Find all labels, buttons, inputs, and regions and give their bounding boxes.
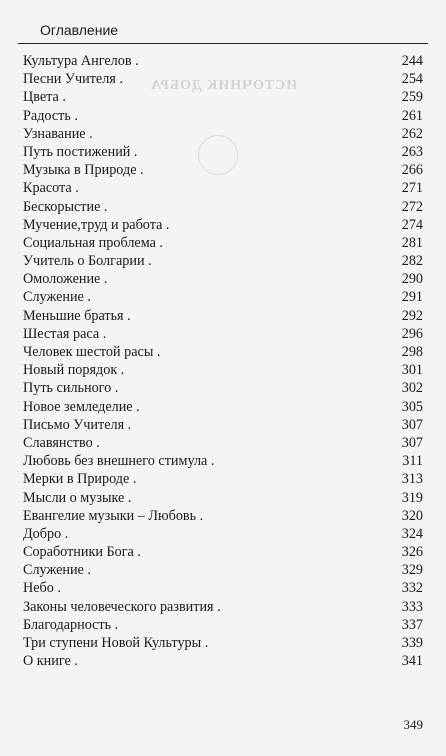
toc-entry-page: 324 bbox=[401, 525, 423, 542]
toc-entry-page: 296 bbox=[401, 325, 423, 342]
toc-entry-title: Путь постижений . bbox=[23, 143, 138, 160]
toc-entry[interactable] bbox=[23, 579, 423, 597]
toc-entry-page: 313 bbox=[401, 471, 423, 488]
toc-entry[interactable] bbox=[23, 634, 423, 652]
toc-entry[interactable] bbox=[23, 70, 423, 88]
toc-entry-title: Новый порядок . bbox=[23, 362, 125, 379]
toc-entry-page: 281 bbox=[401, 234, 423, 251]
toc-entry[interactable] bbox=[23, 616, 423, 634]
toc-entry-page: 271 bbox=[401, 180, 423, 197]
toc-entry[interactable] bbox=[23, 270, 423, 288]
toc-entry-title: Песни Учителя . bbox=[23, 71, 123, 88]
toc-entry[interactable] bbox=[23, 234, 423, 252]
toc-entry-title: Служение . bbox=[23, 289, 91, 306]
toc-entry-title: Любовь без внешнего стимула . bbox=[23, 453, 215, 470]
toc-entry-page: 282 bbox=[401, 253, 423, 270]
toc-entry[interactable] bbox=[23, 652, 423, 670]
toc-entry-title: Бескорыстие . bbox=[23, 198, 108, 215]
toc-entry-title: Славянство . bbox=[23, 434, 100, 451]
toc-entry-title: Новое земледелие . bbox=[23, 398, 140, 415]
toc-entry-page: 302 bbox=[401, 380, 423, 397]
bleed-through-text: ИСТОЧНИК ДОБРА bbox=[150, 78, 298, 93]
toc-entry[interactable] bbox=[23, 379, 423, 397]
toc-entry[interactable] bbox=[23, 198, 423, 216]
toc-entry[interactable] bbox=[23, 179, 423, 197]
toc-entry-page: 326 bbox=[401, 544, 423, 561]
toc-entry[interactable] bbox=[23, 107, 423, 125]
toc-entry-title: Меньшие братья . bbox=[23, 307, 131, 324]
toc-entry-title: Омоложение . bbox=[23, 271, 108, 288]
toc-entry-title: Красота . bbox=[23, 180, 79, 197]
toc-entry-title: Цвета . bbox=[23, 89, 66, 106]
toc-entry[interactable] bbox=[23, 307, 423, 325]
toc-entry[interactable] bbox=[23, 543, 423, 561]
toc-entry[interactable] bbox=[23, 161, 423, 179]
toc-entry-title: Письмо Учителя . bbox=[23, 416, 132, 433]
toc-entry-title: Учитель о Болгарии . bbox=[23, 253, 152, 270]
toc-entry-page: 311 bbox=[402, 453, 423, 470]
toc-entry[interactable] bbox=[23, 325, 423, 343]
toc-entry-title: Мерки в Природе . bbox=[23, 471, 137, 488]
toc-entry[interactable] bbox=[23, 361, 423, 379]
toc-entry-title: Добро . bbox=[23, 525, 69, 542]
toc-entry-page: 292 bbox=[401, 307, 423, 324]
toc-entry-title: Евангелие музыки – Любовь . bbox=[23, 507, 204, 524]
toc-entry[interactable] bbox=[23, 470, 423, 488]
toc-entry-page: 290 bbox=[401, 271, 423, 288]
toc-entry[interactable] bbox=[23, 561, 423, 579]
toc-entry-page: 329 bbox=[401, 562, 423, 579]
toc-entry-page: 259 bbox=[401, 89, 423, 106]
toc-entry-page: 305 bbox=[401, 398, 423, 415]
toc-entry[interactable] bbox=[23, 598, 423, 616]
toc-entry-title: Путь сильного . bbox=[23, 380, 119, 397]
toc-entry[interactable] bbox=[23, 288, 423, 306]
toc-entry-page: 262 bbox=[401, 125, 423, 142]
header-rule bbox=[18, 43, 428, 44]
toc-entry-title: Служение . bbox=[23, 562, 91, 579]
toc-entry[interactable] bbox=[23, 434, 423, 452]
toc-entry[interactable] bbox=[23, 489, 423, 507]
toc-entry[interactable] bbox=[23, 125, 423, 143]
toc-entry-page: 291 bbox=[401, 289, 423, 306]
page-header-title: Оглавление bbox=[40, 22, 119, 38]
toc-entry-page: 339 bbox=[401, 635, 423, 651]
toc-entry[interactable] bbox=[23, 416, 423, 434]
toc-entry-page: 263 bbox=[401, 143, 423, 160]
toc-entry-page: 333 bbox=[401, 598, 423, 615]
toc-entry-page: 272 bbox=[401, 198, 423, 215]
toc-entry-page: 298 bbox=[401, 344, 423, 360]
toc-entry-title: Музыка в Природе . bbox=[23, 162, 144, 179]
toc-entry-title: Радость . bbox=[23, 107, 78, 124]
toc-entry-page: 337 bbox=[401, 616, 423, 633]
toc-entry[interactable] bbox=[23, 143, 423, 161]
toc-entry-page: 319 bbox=[401, 489, 423, 506]
toc-entry-title: Небо . bbox=[23, 580, 61, 597]
toc-entry-page: 320 bbox=[401, 507, 423, 524]
toc-entry-page: 254 bbox=[401, 71, 423, 88]
toc-entry-title: Законы человеческого развития . bbox=[23, 598, 221, 615]
toc-entry[interactable] bbox=[23, 252, 423, 270]
toc-entry[interactable] bbox=[23, 507, 423, 525]
toc-entry-page: 307 bbox=[401, 434, 423, 451]
toc-entry-title: Культура Ангелов . bbox=[23, 53, 139, 69]
toc-entry[interactable] bbox=[23, 216, 423, 234]
toc-entry[interactable] bbox=[23, 88, 423, 106]
toc-entry-title: Человек шестой расы . bbox=[23, 344, 161, 360]
toc-entry-page: 301 bbox=[401, 362, 423, 379]
toc-entry-page: 266 bbox=[401, 162, 423, 179]
toc-entry[interactable] bbox=[23, 525, 423, 543]
toc-entry[interactable] bbox=[23, 52, 423, 70]
toc-entry-page: 332 bbox=[401, 580, 423, 597]
toc-entry-page: 341 bbox=[401, 653, 423, 670]
toc-entry-title: Благодарность . bbox=[23, 616, 119, 633]
page-number: 349 bbox=[403, 717, 423, 732]
toc-entry[interactable] bbox=[23, 398, 423, 416]
toc-entry-page: 244 bbox=[401, 53, 423, 69]
toc-entry-title: Узнавание . bbox=[23, 125, 93, 142]
toc-entry-title: О книге . bbox=[23, 653, 78, 670]
toc-entry[interactable] bbox=[23, 343, 423, 361]
toc-entry-title: Мучение,труд и работа . bbox=[23, 216, 170, 233]
table-of-contents bbox=[23, 52, 423, 670]
toc-entry-title: Социальная проблема . bbox=[23, 234, 163, 251]
toc-entry-title: Шестая раса . bbox=[23, 325, 107, 342]
toc-entry-title: Соработники Бога . bbox=[23, 544, 141, 561]
toc-entry-title: Мысли о музыке . bbox=[23, 489, 132, 506]
toc-entry-page: 274 bbox=[401, 216, 423, 233]
toc-entry[interactable] bbox=[23, 452, 423, 470]
toc-entry-title: Три ступени Новой Культуры . bbox=[23, 635, 209, 651]
toc-entry-page: 307 bbox=[401, 416, 423, 433]
toc-entry-page: 261 bbox=[401, 107, 423, 124]
